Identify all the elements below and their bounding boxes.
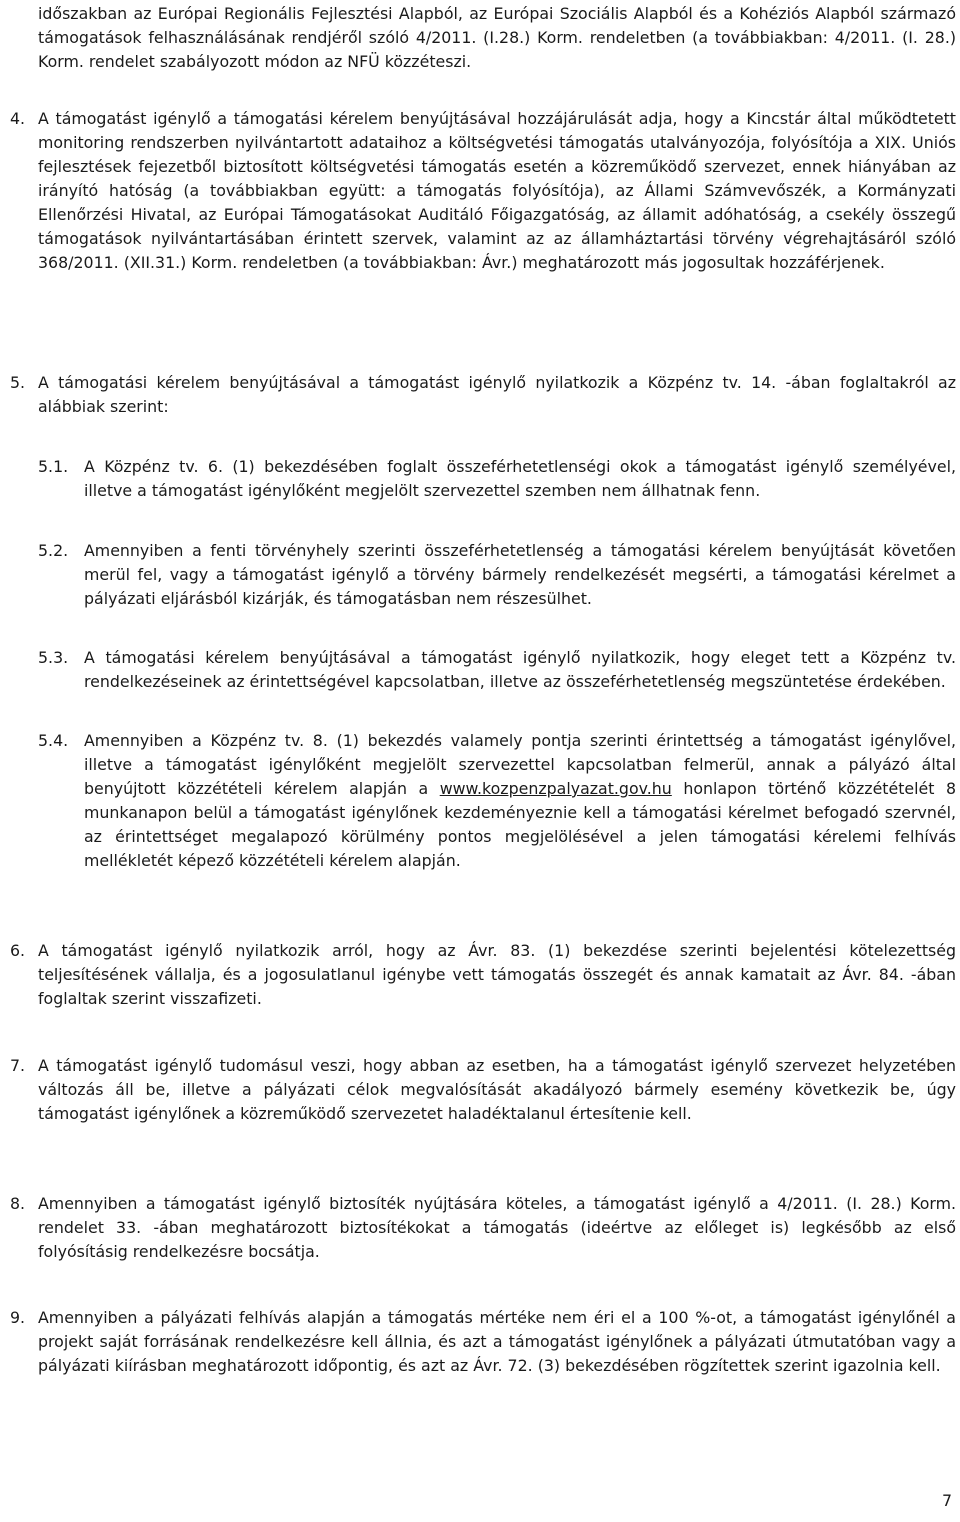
subitem-text-before: Amennyiben a Közpénz tv. 8. (1) bekezdés valamely pontja szerinti érintettség a támogatást igénylővel, illetve a támogatást igénylőként megjelölt szervezettel kapcsolatban felmerül, annak a pályázó által benyújtott közzétételi kérelem alapján a	[84, 731, 956, 798]
subitem-5-4	[38, 729, 956, 873]
subitem-number: 5.2.	[38, 541, 69, 560]
subitem-number: 5.1.	[38, 457, 69, 476]
item-4	[10, 107, 956, 275]
item-text: A támogatást igénylő nyilatkozik arról, hogy az Ávr. 83. (1) bekezdése szerinti bejelentési kötelezettség teljesítésének vállalja, és a jogosulatlanul igénybe vett támogatás összegét és annak kamatait az Ávr. 84. -ában foglaltak szerint visszafizeti.	[38, 941, 956, 1008]
item-9	[10, 1306, 956, 1378]
item-number: 9.	[10, 1308, 26, 1327]
item-5	[10, 371, 956, 419]
item-number: 8.	[10, 1194, 26, 1213]
subitem-5-3	[38, 646, 956, 694]
subitem-text: Amennyiben a fenti törvényhely szerinti összeférhetetlenség a támogatási kérelem benyújtását követően merül fel, vagy a támogatást igénylő a törvény bármely rendelkezését megsérti, a támogatási kérelmet a pályázati eljárásból kizárják, és támogatásban nem részesülhet.	[84, 541, 956, 608]
page-number: 7	[941, 1491, 952, 1510]
item-text: A támogatást igénylő a támogatási kérelem benyújtásával hozzájárulását adja, hogy a Kincstár által működtetett monitoring rendszerben nyilvántartott adataihoz a költségvetési támogatás utalványozója, folyósítója a XIX. Uniós fejlesztések fejezetből biztosított költségvetési támogatás esetén a közreműködő szervezet, ennek hiányában az irányító hatóság (a továbbiakban együtt: a támogatás folyósítója), az Állami Számvevőszék, a Kormányzati Ellenőrzési Hivatal, az Európai Támogatásokat Auditáló Főigazgatóság, az államit adóhatóság, a csekély összegű támogatások nyilvántartásában érintett szervek, valamint az az államháztartási törvény végrehajtásáról szóló 368/2011. (XII.31.) Korm. rendeletben (a továbbiakban: Ávr.) meghatározott más jogosultak hozzáférjenek.	[38, 109, 956, 272]
item-text: Amennyiben a támogatást igénylő biztosíték nyújtására köteles, a támogatást igénylő a 4/2011. (I. 28.) Korm. rendelet 33. -ában meghatározott biztosítékokat a támogatás (ideértve az előleget is) legkésőbb az első folyósításig rendelkezésre bocsátja.	[38, 1194, 956, 1261]
item-text: A támogatási kérelem benyújtásával a támogatást igénylő nyilatkozik a Közpénz tv. 14. -ában foglaltakról az alábbiak szerint:	[38, 373, 956, 416]
kozpenzpalyazat-link[interactable]: www.kozpenzpalyazat.gov.hu	[439, 779, 672, 798]
intro-paragraph: időszakban az Európai Regionális Fejlesztési Alapból, az Európai Szociális Alapból és a Kohéziós Alapból származó támogatások felhasználásának rendjéről szóló 4/2011. (I.28.) Korm. rendeletben (a továbbiakban: 4/2011. (I. 28.) Korm. rendelet szabályozott módon az NFÜ közzéteszi.	[38, 4, 956, 71]
subitem-number: 5.4.	[38, 731, 69, 750]
subitem-text: A támogatási kérelem benyújtásával a támogatást igénylő nyilatkozik, hogy eleget tett a Közpénz tv. rendelkezéseinek az érintettségével kapcsolatban, illetve az összeférhetetlenség megszüntetése érdekében.	[84, 648, 956, 691]
item-6	[10, 939, 956, 1011]
item-number: 6.	[10, 941, 26, 960]
subitem-text	[84, 729, 956, 873]
item-8	[10, 1192, 956, 1264]
subitem-5-2	[38, 539, 956, 611]
item-text: A támogatást igénylő tudomásul veszi, hogy abban az esetben, ha a támogatást igénylő szervezet helyzetében változás áll be, illetve a pályázati célok megvalósítását akadályozó bármely esemény következik be, úgy támogatást igénylőnek a közreműködő szervezetet haladéktalanul értesítenie kell.	[38, 1056, 956, 1123]
item-number: 7.	[10, 1056, 26, 1075]
item-7	[10, 1054, 956, 1126]
subitem-text: A Közpénz tv. 6. (1) bekezdésében foglalt összeférhetetlenségi okok a támogatást igénylő személyével, illetve a támogatást igénylőként megjelölt szervezettel szemben nem állhatnak fenn.	[84, 457, 956, 500]
item-number: 5.	[10, 373, 26, 392]
subitem-number: 5.3.	[38, 648, 69, 667]
subitem-5-1	[38, 455, 956, 503]
item-number: 4.	[10, 109, 26, 128]
item-text: Amennyiben a pályázati felhívás alapján a támogatás mértéke nem éri el a 100 %-ot, a támogatást igénylőnél a projekt saját forrásának rendelkezésre kell állnia, és azt a támogatást igénylőnek a pályázati útmutatóban vagy a pályázati kiírásban meghatározott időpontig, és azt az Ávr. 72. (3) bekezdésében rögzítettek szerint igazolnia kell.	[38, 1308, 956, 1375]
subitem-text-after: honlapon történő közzétételét 8 munkanapon belül a támogatást igénylőnek kezdeményeznie kell a támogatási kérelmet befogadó szervnél, az érintettséget megalapozó körülmény pontos megjelölésével a jelen támogatási kérelemi felhívás mellékletét képező közzétételi kérelem alapján.	[84, 779, 956, 870]
